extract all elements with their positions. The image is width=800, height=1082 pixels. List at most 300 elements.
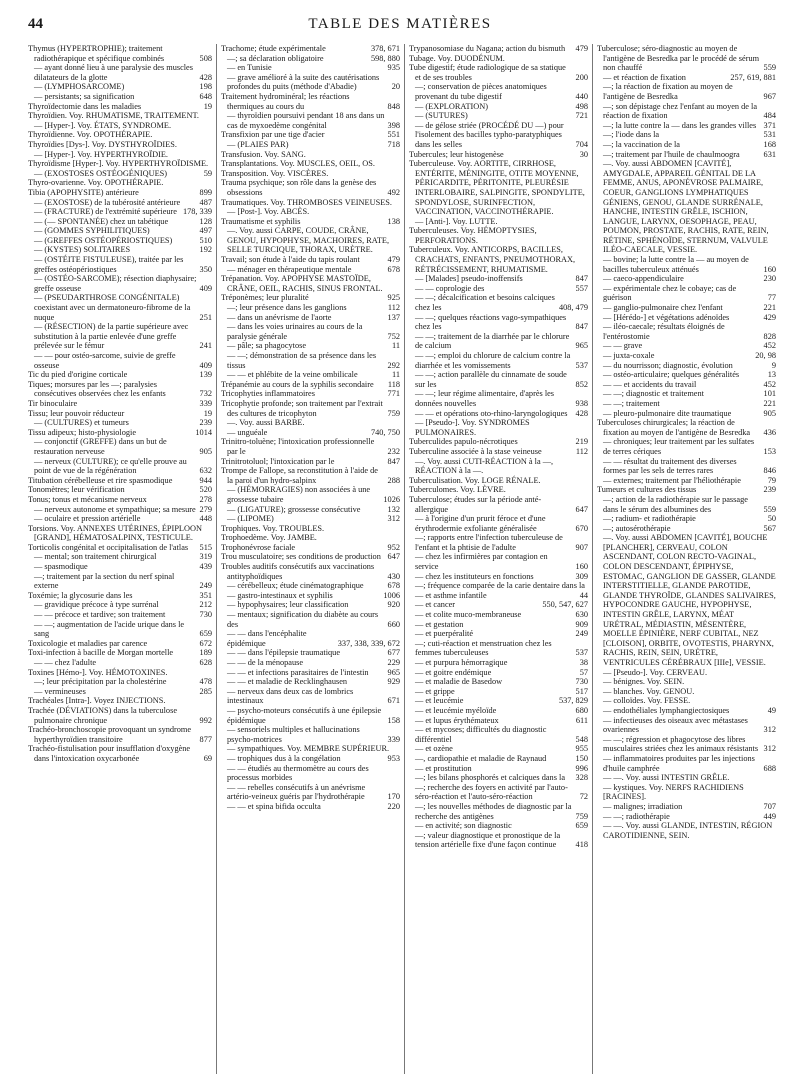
index-entry	[409, 437, 588, 447]
index-entry	[221, 562, 400, 581]
index-entry-page: 671	[387, 696, 400, 706]
index-entry-page: 200	[575, 72, 588, 82]
index-entry-text: Thyroïdies [Dys-]. Voy. DYSTHYROÏDIES.	[28, 139, 177, 149]
index-entry-text: — — coprologie des	[415, 283, 485, 293]
index-entry-page: 112	[387, 303, 400, 313]
index-entry-text: Trompe de Fallope, sa reconstitution à l'aide de la paroi d'un hydro-salpinx	[221, 466, 378, 485]
index-entry	[28, 44, 212, 63]
index-entry-page: 112	[575, 446, 588, 456]
index-entry-page: 877	[199, 734, 212, 744]
index-entry-text: Tricophytie profonde; son traitement par l'extrait des cultures de tricophyton	[221, 398, 383, 418]
index-entry	[221, 54, 400, 64]
index-entry	[409, 831, 588, 850]
index-entry	[409, 159, 588, 217]
index-entry-text: —; la vaccination de la	[603, 139, 680, 149]
index-entry-text: — (PLAIES PAR)	[227, 139, 289, 149]
index-entry-text: — et goitre endémique	[415, 667, 492, 677]
index-entry	[221, 591, 400, 601]
index-entry-page: 1026	[383, 494, 400, 504]
index-entry-text: Thyroïdisme [Hyper-]. Voy. HYPERTHYROÏDISME.	[28, 159, 209, 169]
index-entry	[28, 217, 212, 227]
index-entry	[221, 754, 400, 764]
index-entry-page: 847	[575, 274, 588, 284]
index-entry-page: 907	[575, 542, 588, 552]
index-entry-text: — mental; son traitement chirurgical	[34, 552, 157, 562]
index-entry	[597, 802, 776, 812]
index-entry	[597, 121, 776, 131]
index-entry-page: 631	[763, 149, 776, 159]
index-entry-page: 452	[763, 341, 776, 351]
index-entry-page: 220	[387, 801, 400, 811]
index-entry	[28, 648, 212, 658]
index-entry-page: 239	[199, 418, 212, 428]
index-entry-page: 20, 98	[755, 351, 776, 360]
index-entry-text: — spasmodique	[34, 562, 88, 572]
index-entry-text: — [Malades] pseudo-inoffensifs	[415, 274, 523, 284]
index-entry	[221, 178, 400, 197]
index-entry	[221, 44, 400, 54]
index-entry-text: Travail; son étude à l'aide du tapis roulant	[221, 255, 360, 265]
index-entry-page: 160	[575, 562, 588, 572]
index-entry	[409, 773, 588, 783]
index-entry	[409, 514, 588, 533]
index-entry-text: — et lupus érythémateux	[415, 715, 499, 725]
index-entry-text: — —; démonstration de sa présence dans les tissus	[227, 351, 377, 370]
index-entry-text: Thyroïdien. Voy. RHUMATISME, TRAITEMENT.	[28, 111, 200, 121]
index-entry-text: — (LYMPHOSARCOME)	[34, 82, 125, 92]
index-entry-page: 953	[387, 753, 400, 763]
index-entry-text: Traumatisme et syphilis	[221, 216, 301, 226]
index-entry-page: 944	[199, 475, 212, 485]
index-entry-page: 439	[199, 562, 212, 572]
index-entry	[597, 140, 776, 150]
index-entry	[221, 265, 400, 275]
index-entry-page: 660	[387, 619, 400, 629]
index-entry-page: 312	[763, 744, 776, 754]
index-entry-text: — caeco-appendiculaire	[603, 274, 684, 284]
index-entry-text: — et asthme infantile	[415, 590, 487, 600]
index-entry-text: — —; leur régime alimentaire, d'après les données nouvelles	[415, 389, 555, 408]
index-entry-text: —; rapports entre l'infection tuberculeuse de l'enfant et la phtisie de l'adulte	[415, 533, 563, 552]
index-column-4	[592, 44, 780, 1074]
index-entry	[221, 150, 400, 160]
index-entry-page: 38	[579, 658, 588, 667]
index-entry-page: 351	[199, 590, 212, 600]
index-entry-text: —; traitement par l'huile de chaulmoogra	[603, 149, 740, 159]
index-entry-text: — nerveux autonome et sympathique; sa mesure	[34, 504, 196, 514]
index-entry-page: 847	[575, 322, 588, 332]
index-entry	[409, 226, 588, 245]
index-entry-text: — chez les infirmières par contagion en service	[415, 552, 548, 572]
index-entry-page: 241	[199, 341, 212, 351]
index-entry-text: — inflammatoires produites par les injections d'huile camphrée	[603, 753, 755, 773]
index-entry-page: 448	[199, 514, 212, 524]
index-entry-text: — (HÉMORRAGIES) non associées à une grossesse tubaire	[227, 485, 371, 504]
index-entry-page: 647	[575, 504, 588, 514]
index-entry	[409, 121, 588, 150]
index-entry	[221, 159, 400, 169]
index-column-2	[216, 44, 404, 1074]
index-entry-page: 19	[203, 101, 212, 111]
index-entry	[409, 389, 588, 408]
index-entry-page: 537	[575, 360, 588, 370]
index-entry	[28, 620, 212, 639]
index-entry	[28, 351, 212, 370]
index-entry-text: —; l'iode dans la	[603, 130, 660, 140]
index-entry-text: Thymus (HYPERTROPHIE); traitement radiothérapique et spécifique combinés	[28, 44, 165, 63]
index-entry-page: 192	[199, 245, 212, 255]
index-entry-text: — —; diagnostic et traitement	[603, 389, 704, 399]
index-entry-text: —; sa déclaration obligatoire	[227, 53, 324, 63]
index-entry-text: Thyro-ovarienne. Voy. OPOTHÉRAPIE.	[28, 178, 164, 188]
index-entry-page: 409	[199, 360, 212, 370]
index-entry-page: 508	[199, 53, 212, 63]
index-entry	[221, 92, 400, 111]
index-entry-text: — (RÉSECTION) de la partie supérieure avec substitution à la partie enlevée d'une greffe prélevée sur le fémur	[34, 322, 189, 351]
index-entry-text: Trophonévrose faciale	[221, 542, 296, 552]
index-entry	[28, 121, 212, 131]
index-entry	[409, 63, 588, 82]
page-title: TABLE DES MATIÈRES	[308, 16, 492, 32]
index-entry-page: 498	[575, 101, 588, 111]
index-entry-page: 531	[763, 130, 776, 140]
index-entry-text: — —; régression et phagocytose des libres musculaires striées chez les animaux résistants	[603, 734, 759, 754]
index-entry-page: 312	[387, 514, 400, 524]
index-entry-page: 557	[575, 283, 588, 293]
index-entry-text: — — et accidents du travail	[603, 379, 697, 389]
index-entry-text: Tumeurs et cultures des tissus	[597, 485, 697, 495]
index-entry-page: 630	[575, 610, 588, 620]
index-entry-text: Tir binoculaire	[28, 398, 78, 408]
index-entry-page: 19	[203, 408, 212, 418]
index-entry-page: 137	[387, 312, 400, 322]
index-entry-page: 548	[575, 734, 588, 744]
index-entry	[221, 370, 400, 380]
index-entry	[28, 552, 212, 562]
index-entry	[597, 399, 776, 409]
index-entry-text: — chroniques; leur traitement par les sulfates de terres cériques	[603, 437, 755, 456]
index-entry	[409, 332, 588, 351]
index-entry	[28, 744, 212, 763]
index-entry-text: —; leur présence dans les ganglions	[227, 303, 347, 313]
index-entry-text: — à l'origine d'un prurit féroce et d'une érythrodermie exfoliante généralisée	[415, 514, 546, 533]
index-entry-page: 537	[575, 648, 588, 658]
index-entry-page: 759	[387, 408, 400, 418]
index-entry	[28, 639, 212, 649]
index-entry-text: — et maladie de Basedow	[415, 677, 503, 687]
index-entry-text: — malignes; irradiation	[603, 801, 683, 811]
index-entry	[409, 370, 588, 389]
index-entry-text: Trachéo-bronchoscopie provoquant un syndrome hyperthyroïdien transitoire	[28, 725, 192, 744]
index-entry-text: — et colite muco-membraneuse	[415, 610, 522, 620]
index-entry-page: 9	[771, 360, 776, 370]
index-entry-text: — — pour ostéo-sarcome, suivie de greffe osseuse	[34, 351, 176, 370]
index-entry	[409, 629, 588, 639]
index-column-1	[28, 44, 216, 1074]
index-entry-page: 520	[199, 485, 212, 495]
index-entry	[221, 198, 400, 208]
index-entry	[597, 495, 776, 514]
index-entry-page: 239	[763, 485, 776, 495]
index-entry-text: — [Post-]. Voy. ABCÈS.	[227, 207, 310, 217]
index-entry-page: 279	[199, 504, 212, 514]
index-entry	[221, 437, 400, 456]
index-entry	[409, 533, 588, 552]
index-entry-page: 846	[763, 466, 776, 476]
index-entry-page: 13	[767, 370, 776, 380]
index-entry	[28, 687, 212, 697]
index-entry-page: 285	[199, 686, 212, 696]
index-entry-text: Trachome; étude expérimentale	[221, 44, 326, 53]
index-entry	[28, 591, 212, 601]
index-entry-page: 79	[767, 475, 776, 485]
index-entry-text: Trachéales [Intra-]. Voyez INJECTIONS.	[28, 696, 166, 706]
index-entry	[409, 783, 588, 802]
index-entry-text: — nerveux dans deux cas de lombrics intestinaux	[227, 686, 354, 706]
index-entry	[409, 610, 588, 620]
index-entry	[28, 437, 212, 456]
index-entry-page: 292	[387, 360, 400, 370]
index-entry-text: Toxines [Hémo-]. Voy. HÉMOTOXINES.	[28, 667, 168, 677]
index-entry-text: —, cardiopathie et maladie de Raynaud	[415, 753, 547, 763]
index-entry	[221, 226, 400, 255]
index-entry-text: — externes; traitement par l'héliothérapie	[603, 475, 741, 485]
index-entry-page: 30	[579, 149, 588, 159]
index-entry	[597, 773, 776, 783]
index-entry	[597, 313, 776, 323]
index-entry	[597, 389, 776, 399]
index-entry	[597, 476, 776, 486]
index-entry	[221, 677, 400, 687]
index-entry	[597, 82, 776, 101]
index-entry-text: — kystiques. Voy. NERFS RACHIDIENS [RACINES].	[603, 782, 744, 802]
index-entry	[597, 821, 776, 840]
index-entry	[221, 706, 400, 725]
index-entry-text: —; son dépistage chez l'enfant au moyen de la réaction de fixation	[603, 101, 758, 121]
index-entry-text: — — dans l'encéphalite épidémique	[227, 629, 307, 648]
index-entry	[28, 63, 212, 82]
index-entry-page: 72	[579, 792, 588, 802]
index-entry-text: — trophiques dus à la congélation	[227, 753, 341, 763]
index-entry-page: 418	[575, 840, 588, 850]
index-entry-text: — — rebelles consécutifs à un anévrisme artério-veineux guéris par l'hydrothérapie	[227, 782, 366, 802]
index-entry	[28, 658, 212, 668]
index-entry-page: 408, 479	[558, 303, 588, 313]
index-entry-text: —. Voy. aussi CUTI-RÉACTION à la —, RÉACTION à la —.	[415, 456, 554, 476]
index-entry	[28, 677, 212, 687]
index-entry-text: —; autosérothérapie	[603, 523, 671, 533]
page-number: 44	[28, 16, 43, 32]
index-entry-text: Thyroïdienne. Voy. OPOTHÉRAPIE.	[28, 130, 153, 140]
index-entry-page: 632	[199, 466, 212, 476]
index-entry-text: —; cuti-réaction et menstruation chez les femmes tuberculeuses	[415, 638, 552, 658]
index-entry	[409, 668, 588, 678]
index-entry-page: 478	[199, 677, 212, 687]
index-entry-text: — (OSTÉITE FISTULEUSE), traitée par les greffes ostéopériostiques	[34, 255, 184, 274]
index-entry	[409, 111, 588, 121]
index-entry-page: 967	[763, 91, 776, 101]
index-entry	[221, 744, 400, 754]
index-entry	[28, 140, 212, 150]
index-entry-text: Tuberculose; études sur la période anté-allergique	[409, 494, 542, 514]
index-entry-page: 732	[199, 389, 212, 399]
index-entry-page: 677	[387, 648, 400, 658]
index-entry-text: — psycho-moteurs consécutifs à une épilepsie épidémique	[227, 705, 382, 725]
index-entry-text: — — et phlébite de la veine ombilicale	[227, 370, 358, 380]
index-entry-page: 670	[575, 523, 588, 533]
index-entry	[28, 696, 212, 706]
index-entry-text: — (LIGATURE); grossesse consécutive	[227, 504, 361, 514]
index-entry-page: 647	[387, 552, 400, 562]
index-entry-page: 704	[575, 139, 588, 149]
index-entry	[597, 44, 776, 73]
index-entry-text: Toxémie; la glycosurie dans les	[28, 590, 133, 600]
index-entry	[221, 457, 400, 467]
index-entry-text: — (LIPOME)	[227, 514, 274, 524]
index-entry-text: Troubles auditifs consécutifs aux vaccinations antityphoïdiques	[221, 562, 375, 581]
index-entry-text: — blanches. Voy. GENOU.	[603, 686, 695, 696]
index-entry	[28, 130, 212, 140]
index-entry	[221, 552, 400, 562]
index-entry	[597, 668, 776, 678]
index-entry-text: — dans les voies urinaires au cours de la paralysie générale	[227, 322, 363, 341]
index-entry-text: — (KYSTES) SOLITAIRES	[34, 245, 131, 255]
index-entry-text: — et leucémie myéloïde	[415, 705, 497, 715]
index-entry	[409, 274, 588, 284]
index-entry-text: — et puerpéralité	[415, 629, 474, 639]
index-entry	[221, 485, 400, 504]
index-entry-text: —; les nouvelles méthodes de diagnostic par la recherche des antigènes	[415, 801, 572, 821]
index-entry	[28, 188, 212, 198]
index-entry	[221, 140, 400, 150]
index-entry-page: 429	[763, 312, 776, 322]
index-entry-page: 848	[387, 101, 400, 111]
index-entry-text: — —; traitement de la diarrhée par le chlorure de calcium	[415, 331, 570, 351]
index-entry-page: 160	[763, 264, 776, 274]
index-entry	[221, 73, 400, 92]
index-entry-page: 428	[575, 408, 588, 418]
index-entry-page: 517	[575, 686, 588, 696]
index-entry-text: — — grave	[603, 341, 643, 351]
index-entry-page: 920	[387, 600, 400, 610]
index-entry-text: —; fréquence comparée de la carie dentaire dans la	[415, 581, 585, 591]
index-entry-page: 128	[199, 216, 212, 226]
index-entry-text: Tuberculeuse. Voy. AORTITE, CIRRHOSE, ENTÉRITE, MÉNINGITE, OTITE MOYENNE, PÉRICARDITE, PÉRITONITE, PLEURÉSIE INTERLOBAIRE, SALPINGITE, SPONDYLITE, SPONDYLOSE, SURINFECTION, VACCINATION, VACCINOTHÉRAPIE.	[409, 159, 585, 217]
index-entry-page: 312	[763, 725, 776, 735]
index-entry-page: 101	[763, 389, 776, 399]
index-entry	[597, 716, 776, 735]
index-entry	[221, 418, 400, 428]
index-entry	[409, 716, 588, 726]
index-entry-text: —; recherche des foyers en activité par l'auto-séro-réaction et l'auto-séro-réaction	[415, 782, 568, 802]
index-entry	[221, 648, 400, 658]
index-entry-text: Tissu; leur pouvoir réducteur	[28, 408, 125, 418]
index-entry-page: 852	[575, 379, 588, 389]
index-entry-page: 909	[575, 619, 588, 629]
index-entry	[597, 812, 776, 822]
index-entry	[221, 255, 400, 265]
index-entry-page: 257, 619, 881	[730, 72, 776, 82]
index-entry-text: — endothéliales lymphangiectosiques	[603, 705, 730, 715]
index-entry-page: 559	[763, 63, 776, 73]
index-entry-page: 452	[763, 379, 776, 389]
index-entry-text: — et purpura hémorragique	[415, 658, 508, 667]
index-entry	[28, 255, 212, 274]
index-entry	[597, 418, 776, 437]
index-entry-text: — —. Voy. aussi INTESTIN GRÊLE.	[603, 773, 730, 783]
index-entry-page: 69	[203, 753, 212, 763]
index-entry-text: Tuberculides papulo-nécrotiques	[409, 437, 518, 447]
index-entry-text: — —; emploi du chlorure de calcium contre la diarrhée et les vomissements	[415, 351, 571, 370]
index-entry-text: — [Hérédo-] et végétations adénoïdes	[603, 312, 730, 322]
index-entry-page: 1006	[383, 590, 400, 600]
index-entry-text: — de gélose striée (PROCÉDÉ DU —) pour l'isolement des bacilles typho-paratyphiques dans les selles	[415, 120, 564, 149]
index-entry	[28, 198, 212, 208]
index-entry-text: — (PSEUDARTHROSE CONGÉNITALE) coexistant avec un dermatoneuro-fibrome de la nuque	[34, 293, 191, 322]
index-entry-text: — — résultat du traitement des diverses formes par les sels de terres rares	[603, 456, 737, 476]
index-entry-page: 440	[575, 91, 588, 101]
index-entry-text: Toxi-infection à bacille de Morgan mortelle	[28, 648, 174, 658]
index-entry	[28, 92, 212, 102]
index-entry-text: Thyroïdectomie dans les maladies	[28, 101, 142, 111]
index-entry-text: — — dans l'épilepsie traumatique	[227, 648, 341, 658]
index-entry-text: — ganglio-pulmonaire chez l'enfant	[603, 303, 723, 313]
index-entry-page: 309	[575, 571, 588, 581]
index-entry-page: 138	[387, 216, 400, 226]
index-entry	[28, 457, 212, 476]
index-entry	[28, 485, 212, 495]
index-entry-text: — (CULTURES) et tumeurs	[34, 418, 129, 428]
index-entry-text: — —; traitement	[603, 398, 660, 408]
index-entry-page: 57	[579, 667, 588, 677]
index-entry-text: — —; décalcification et besoins calciques chez les	[415, 293, 555, 313]
index-entry-page: 436	[763, 427, 776, 437]
index-entry	[409, 591, 588, 601]
index-entry	[28, 322, 212, 351]
index-entry	[221, 533, 400, 543]
index-entry-page: 628	[199, 658, 212, 667]
index-entry-text: — [Anti-]. Voy. LUTTE.	[415, 216, 498, 226]
index-entry-text: — et réaction de fixation	[603, 72, 686, 82]
index-entry-text: — iléo-caecale; résultats éloignés de l'entérostomie	[603, 322, 725, 341]
index-entry-page: 319	[199, 552, 212, 562]
index-entry	[28, 159, 212, 169]
index-entry	[221, 802, 400, 812]
index-entry	[221, 217, 400, 227]
index-entry	[409, 706, 588, 716]
index-entry	[28, 476, 212, 486]
index-entry	[221, 380, 400, 390]
index-entry-text: Tiques; morsures par les —; paralysies consécutives observées chez les enfants	[28, 379, 166, 399]
index-entry-page: 730	[199, 610, 212, 620]
index-entry	[409, 476, 588, 486]
index-entry	[28, 418, 212, 428]
index-entry-text: Trachée (DÉVIATIONS) dans la tuberculose pulmonaire chronique	[28, 705, 177, 725]
index-entry	[409, 802, 588, 821]
index-entry-text: — mentaux; signification du diabète au cours des	[227, 610, 379, 629]
index-entry-text: — (— SPONTANÉE) chez un tabétique	[34, 216, 169, 226]
index-entry-page: 721	[575, 111, 588, 121]
index-entry-page: 598, 880	[370, 53, 400, 63]
index-entry	[28, 370, 212, 380]
index-entry	[409, 418, 588, 437]
index-entry-text: Trou musculatoire; ses conditions de production	[221, 552, 381, 562]
index-entry-text: —; traitement par la section du nerf spinal externe	[34, 571, 175, 591]
index-entry-text: Tissu adipeux; histo-physiologie	[28, 427, 137, 437]
index-entry	[221, 668, 400, 678]
index-entry-page: 59	[203, 168, 212, 178]
index-entry-page: 189	[199, 648, 212, 658]
